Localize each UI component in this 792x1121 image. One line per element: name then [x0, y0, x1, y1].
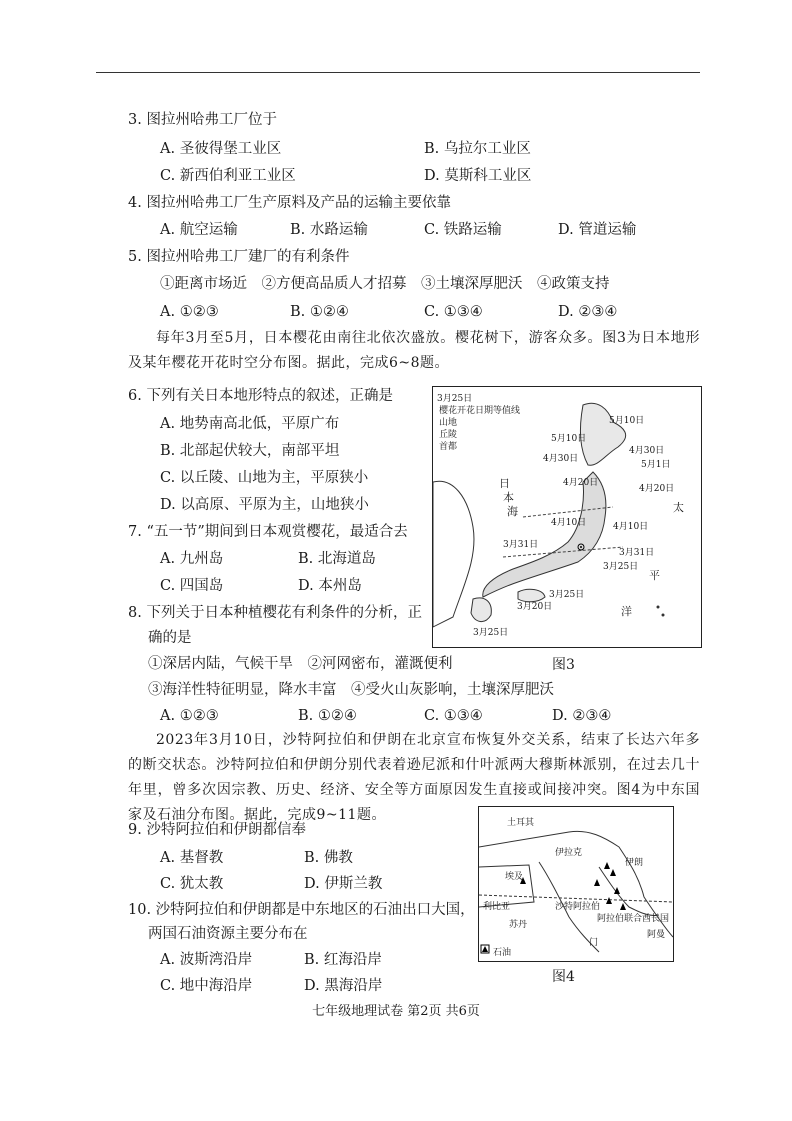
isoline-label: 4月20日 [563, 478, 599, 488]
isoline-label: 3月20日 [517, 602, 553, 612]
isoline-label: 3月25日 [549, 590, 585, 600]
q8-stem-line1: 8. 下列关于日本种植樱花有利条件的分析，正 [128, 605, 422, 621]
q3-option-d: D. 莫斯科工业区 [424, 168, 532, 184]
sea-label: 海 [507, 505, 518, 518]
isoline-label: 4月30日 [629, 446, 665, 456]
japan-map-figure [432, 386, 702, 648]
q10-stem-line1: 10. 沙特阿拉伯和伊朗都是中东地区的石油出口大国， [128, 902, 475, 918]
legend-mountain: 山地 [439, 418, 458, 428]
country-label: 阿拉伯联合酋长国 [597, 914, 670, 924]
q5-option-a: A. ①②③ [160, 304, 219, 320]
q6-option-c: C. 以丘陵、山地为主，平原狭小 [160, 470, 369, 486]
q10-option-b: B. 红海沿岸 [304, 952, 382, 968]
q10-option-a: A. 波斯湾沿岸 [160, 952, 253, 968]
isoline-label: 5月10日 [609, 416, 645, 426]
middle-east-map-figure [478, 806, 674, 962]
figure-4-caption: 图4 [552, 969, 575, 985]
q6-option-d: D. 以高原、平原为主，山地狭小 [160, 497, 369, 513]
ocean-label: 平 [649, 569, 660, 582]
legend-hill: 丘陵 [439, 430, 458, 440]
country-label: 苏丹 [509, 920, 528, 930]
q4-option-a: A. 航空运输 [160, 222, 238, 238]
legend-capital: 首都 [439, 442, 458, 452]
q4-option-d: D. 管道运输 [558, 222, 637, 238]
q6-option-b: B. 北部起伏较大，南部平坦 [160, 443, 340, 459]
q8-option-b: B. ①②④ [298, 708, 357, 724]
q9-option-a: A. 基督教 [160, 850, 224, 866]
q7-option-d: D. 本州岛 [298, 578, 362, 594]
q9-option-b: B. 佛教 [304, 850, 353, 866]
q10-stem-line2: 两国石油资源主要分布在 [148, 926, 308, 942]
q3-option-c: C. 新西伯利亚工业区 [160, 168, 296, 184]
intro-paragraph-2: 2023年3月10日，沙特阿拉伯和伊朗在北京宣布恢复外交关系，结束了长达六年多的断交状态。沙特阿拉伯和伊朗分别代表着逊尼派和什叶派两大穆斯林派别，在过去几十年里，曾多次因宗教、历史、经济、安全等方面原因发生直接或间接冲突。图4为中东国家及石油分布图。据此，完成9~11题。 [128, 732, 700, 823]
legend-oil: 石油 [493, 948, 512, 958]
q9-option-c: C. 犹太教 [160, 876, 224, 892]
isoline-label: 4月20日 [639, 484, 675, 494]
q8-stem-line2: 确的是 [148, 630, 192, 646]
q5-stem: 5. 图拉州哈弗工厂建厂的有利条件 [128, 249, 350, 265]
isoline-label: 3月25日 [603, 562, 639, 572]
intro-paragraph-1: 每年3月至5月，日本樱花由南往北依次盛放。樱花树下，游客众多。图3为日本地形及某年樱花开花时空分布图。据此，完成6~8题。 [128, 330, 700, 371]
isoline-label: 3月31日 [619, 548, 655, 558]
q3-option-a: A. 圣彼得堡工业区 [160, 141, 282, 157]
q6-option-a: A. 地势南高北低，平原广布 [160, 416, 340, 432]
q5-option-b: B. ①②④ [290, 304, 349, 320]
country-label: 伊朗 [625, 858, 644, 868]
country-label: 伊拉克 [555, 848, 583, 858]
isoline-label: 3月31日 [503, 540, 539, 550]
isoline-label: 5月10日 [551, 434, 587, 444]
q9-option-d: D. 伊斯兰教 [304, 876, 383, 892]
isoline-label: 4月30日 [543, 454, 579, 464]
q10-option-c: C. 地中海沿岸 [160, 978, 253, 994]
legend-isoline-date: 3月25日 [437, 394, 473, 404]
q4-stem: 4. 图拉州哈弗工厂生产原料及产品的运输主要依靠 [128, 195, 451, 211]
country-label: 土耳其 [507, 818, 535, 828]
country-label: 阿曼 [647, 930, 666, 940]
q6-stem: 6. 下列有关日本地形特点的叙述，正确是 [128, 388, 393, 404]
q8-option-c: C. ①③④ [424, 708, 483, 724]
q8-option-d: D. ②③④ [552, 708, 612, 724]
figure-3-caption: 图3 [552, 657, 575, 673]
country-label: 利比亚 [483, 902, 511, 912]
q4-option-c: C. 铁路运输 [424, 222, 502, 238]
middle-east-map-drawing [479, 807, 673, 961]
ocean-label: 太 [673, 501, 684, 514]
isoline-label: 4月10日 [613, 522, 649, 532]
q7-option-b: B. 北海道岛 [298, 551, 376, 567]
q7-stem: 7. “五一节”期间到日本观赏樱花，最适合去 [128, 524, 408, 540]
page-footer: 七年级地理试卷 第2页 共6页 [312, 1004, 480, 1019]
country-label: 埃及 [505, 872, 524, 882]
q5-option-d: D. ②③④ [558, 304, 618, 320]
q10-option-d: D. 黑海沿岸 [304, 978, 383, 994]
isoline-label: 5月1日 [641, 460, 671, 470]
q5-items: ①距离市场近 ②方便高品质人才招募 ③土壤深厚肥沃 ④政策支持 [160, 276, 610, 292]
legend-isoline-label: 樱花开花日期等值线 [439, 406, 521, 416]
q9-stem: 9. 沙特阿拉伯和伊朗都信奉 [128, 822, 306, 838]
q3-option-b: B. 乌拉尔工业区 [424, 141, 531, 157]
q8-items-line2: ③海洋性特征明显，降水丰富 ④受火山灰影响，土壤深厚肥沃 [148, 682, 554, 698]
q5-option-c: C. ①③④ [424, 304, 483, 320]
isoline-label: 4月10日 [551, 518, 587, 528]
sea-label: 本 [503, 491, 514, 504]
sea-label: 日 [499, 477, 510, 490]
q3-stem: 3. 图拉州哈弗工厂位于 [128, 112, 277, 128]
q8-option-a: A. ①②③ [160, 708, 219, 724]
q7-option-a: A. 九州岛 [160, 551, 224, 567]
q4-option-b: B. 水路运输 [290, 222, 368, 238]
country-label: 沙特阿拉伯 [555, 902, 601, 912]
ocean-label: 洋 [621, 605, 632, 618]
country-label: 门 [589, 938, 599, 948]
q8-items-line1: ①深居内陆，气候干旱 ②河网密布，灌溉便利 [148, 656, 453, 672]
isoline-label: 3月25日 [473, 628, 509, 638]
q7-option-c: C. 四国岛 [160, 578, 224, 594]
top-rule [96, 72, 700, 73]
